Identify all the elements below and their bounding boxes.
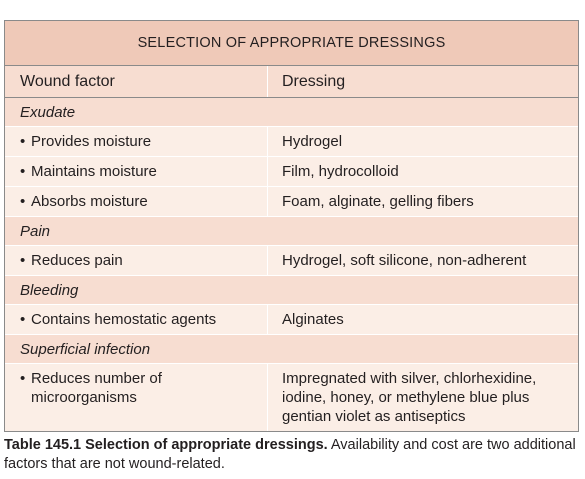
dressing-cell: Hydrogel	[282, 133, 343, 150]
wound-factor-cell: Provides moisture	[31, 133, 152, 150]
bullet: •	[20, 252, 26, 269]
table-row	[5, 364, 578, 431]
wound-factor-cell: Reduces number of microorganisms	[31, 370, 162, 406]
table-row	[5, 246, 578, 276]
bullet: •	[20, 370, 26, 387]
table-row	[5, 305, 578, 335]
section-superficial-infection: Superficial infection	[5, 335, 578, 364]
dressing-cell: Foam, alginate, gelling fibers	[282, 193, 474, 210]
caption-label: Table 145.1 Selection of appropriate dressings.	[4, 437, 328, 453]
bullet: •	[20, 193, 26, 210]
table-header-row	[5, 66, 578, 98]
wound-factor-cell: Maintains moisture	[31, 163, 157, 180]
wound-factor-cell: Reduces pain	[31, 252, 123, 269]
table-caption	[4, 436, 579, 474]
bullet: •	[20, 133, 26, 150]
table-row	[5, 157, 578, 187]
wound-factor-cell: Absorbs moisture	[31, 193, 148, 210]
section-bleeding: Bleeding	[5, 276, 578, 305]
bullet: •	[20, 311, 26, 328]
table-title: SELECTION OF APPROPRIATE DRESSINGS	[5, 21, 578, 66]
section-pain: Pain	[5, 217, 578, 246]
caption-text: Availability and cost are two additional factors that are not wound-related.	[4, 437, 576, 472]
dressing-cell: Alginates	[282, 311, 344, 328]
dressing-cell: Film, hydrocolloid	[282, 163, 399, 180]
table-row	[5, 127, 578, 157]
dressing-cell: Impregnated with silver, chlorhexidine, iodine, honey, or methylene blue plus gentian violet as antiseptics	[282, 370, 537, 425]
wound-factor-cell: Contains hemostatic agents	[31, 311, 217, 328]
header-dressing: Dressing	[282, 72, 346, 90]
section-exudate: Exudate	[5, 98, 578, 127]
dressing-cell: Hydrogel, soft silicone, non-adherent	[282, 252, 527, 269]
table-row	[5, 187, 578, 217]
dressings-table	[4, 20, 579, 432]
bullet: •	[20, 163, 26, 180]
header-wound-factor: Wound factor	[5, 66, 268, 97]
